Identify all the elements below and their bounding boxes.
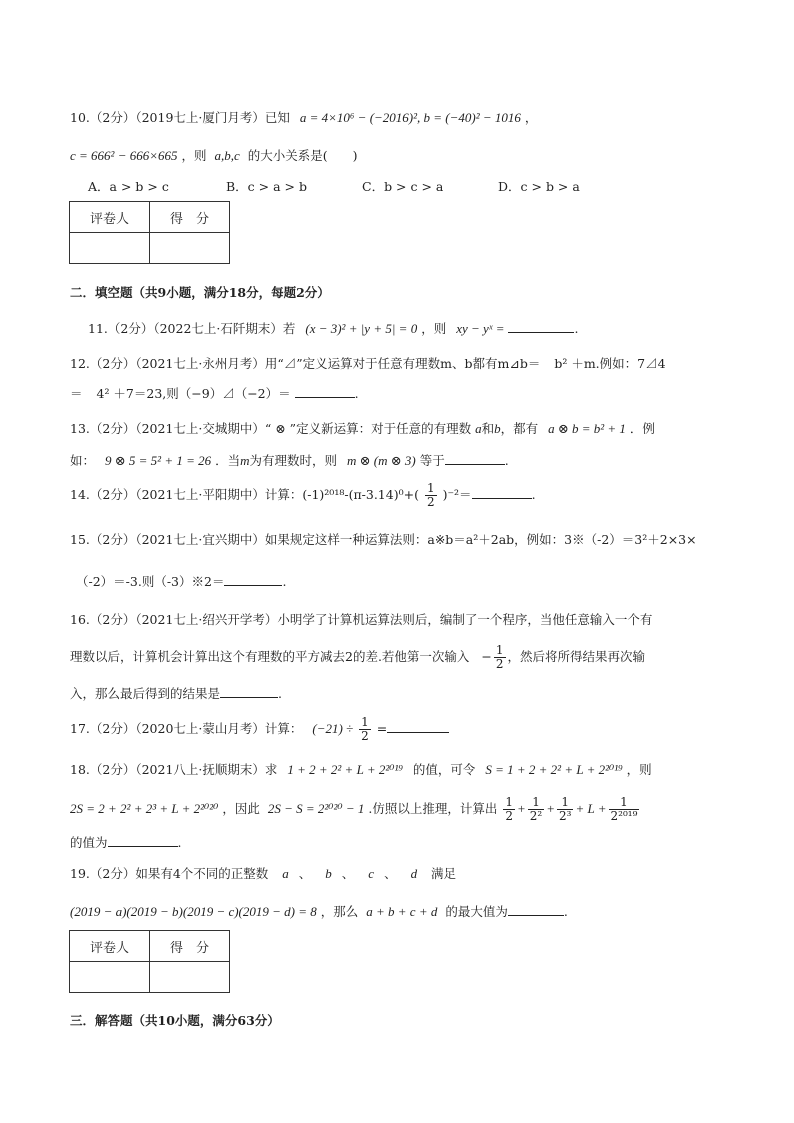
q19-line2: (2019 − a)(2019 − b)(2019 − c)(2019 − d) = 8 ，那么 a + b + c + d 的最大值为 . (70, 904, 568, 919)
fraction: $\frac{1}{2}$ (426, 481, 435, 509)
q12-line2: ＝ 4² ＋7＝23,则（−9）⊿（−2）＝ . (70, 386, 359, 401)
q10-option-d: D．c > b > a (498, 179, 580, 194)
answer-blank[interactable] (295, 387, 355, 398)
answer-blank[interactable] (508, 905, 564, 916)
answer-blank[interactable] (508, 322, 574, 333)
fraction: $\frac{1}{\text{2²⁰¹⁹}}$ (610, 795, 638, 823)
fraction: $\frac{1}{\text{2³}}$ (559, 795, 572, 823)
q16-line2: 理数以后，计算机会计算出这个有理数的平方减去2的差.若他第一次输入 − $\frac{1}{2}$ ，然后将所得结果再次输 (70, 643, 646, 671)
grader-cell (70, 233, 150, 264)
q10-option-a: A．a > b > c (88, 179, 169, 194)
grader-header: 评卷人 (70, 202, 150, 233)
q19-line1: 19.（2分）如果有4个不同的正整数 a 、 b 、 c 、 d 满足 (70, 866, 457, 881)
q13-line1: 13.（2分）（2021七上·交城期中）“ ⊗ ”定义新运算：对于任意的有理数 a和b，都有 a ⊗ b = b² + 1 ．例 (70, 421, 655, 436)
q18-line2: 2S = 2 + 2² + 2³ + L + 2²⁰²⁰ ，因此 2S − S = 2²⁰²⁰ − 1 .仿照以上推理，计算出 $\frac{1}{2}$ + $\frac{1}{\text{2²}}$ + $\frac{1}{\text{2³}}$ + L + $\frac{1}{\text{2²⁰¹⁹}}$ (70, 795, 638, 823)
q15-line1: 15.（2分）（2021七上·宜兴期中）如果规定这样一种运算法则：a※b＝a²＋2ab，例如：3※（-2）＝3²＋2×3× (70, 532, 697, 547)
q13-line2: 如： 9 ⊗ 5 = 5² + 1 = 26 ．当m为有理数时，则 m ⊗ (m ⊗ 3) 等于 . (70, 453, 509, 468)
q11: 11.（2分）（2022七上·石阡期末）若 (x − 3)² + |y + 5| = 0 ，则 xy − yˣ = . (88, 321, 579, 336)
q18-line3: 的值为 . (70, 835, 182, 850)
q14: 14.（2分）（2021七上·平阳期中）计算：(-1)²⁰¹⁸-(π-3.14)⁰+( $\frac{1}{2}$ )⁻²＝ . (70, 481, 536, 509)
answer-blank[interactable] (108, 836, 178, 847)
q18-line1: 18.（2分）（2021八上·抚顺期末）求 1 + 2 + 2² + L + 2²⁰¹⁹ 的值，可令 S = 1 + 2 + 2² + L + 2²⁰¹⁹ ，则 (70, 762, 652, 777)
section-2-title: 二．填空题（共9小题，满分18分，每题2分） (70, 285, 330, 300)
q10-option-c: C．b > c > a (362, 179, 444, 194)
q12-line1: 12.（2分）（2021七上·永州月考）用“⊿”定义运算对于任意有理数m、b都有m⊿b＝ b² ＋m.例如：7⊿4 (70, 356, 666, 371)
q10-line1: 10.（2分）（2019七上·厦门月考）已知 a = 4×10⁶ − (−2016)², b = (−40)² − 1016 ， (70, 110, 538, 125)
section-3-title: 三．解答题（共10小题，满分63分） (70, 1013, 280, 1028)
q10-option-b: B．c > a > b (226, 179, 307, 194)
q17: 17.（2分）（2020七上·蒙山月考）计算： (−21) ÷ $\frac{1}{2}$ = (70, 716, 449, 743)
q16-line1: 16.（2分）（2021七上·绍兴开学考）小明学了计算机运算法则后，编制了一个程序，当他任意输入一个有 (70, 612, 653, 627)
q16-line3: 入，那么最后得到的结果是 . (70, 686, 282, 701)
answer-blank[interactable] (387, 722, 449, 733)
grader-cell (70, 962, 150, 993)
score-header: 得 分 (150, 931, 230, 962)
answer-blank[interactable] (220, 687, 278, 698)
answer-blank[interactable] (445, 454, 505, 465)
answer-blank[interactable] (224, 575, 282, 586)
score-cell (150, 962, 230, 993)
score-cell (150, 233, 230, 264)
answer-blank[interactable] (472, 488, 532, 499)
grader-header: 评卷人 (70, 931, 150, 962)
fraction: $\frac{1}{2}$ (495, 643, 504, 671)
q10-line2: c = 666² − 666×665 ，则 a,b,c 的大小关系是( ) (70, 148, 358, 163)
fraction: $\frac{1}{2}$ (361, 715, 369, 743)
fraction: $\frac{1}{2}$ (505, 795, 513, 823)
score-table (69, 930, 230, 993)
score-header: 得 分 (150, 202, 230, 233)
q15-line2: （-2）＝-3.则（-3）※2＝ . (76, 574, 287, 589)
score-table (69, 201, 230, 264)
fraction: $\frac{1}{\text{2²}}$ (529, 795, 543, 823)
